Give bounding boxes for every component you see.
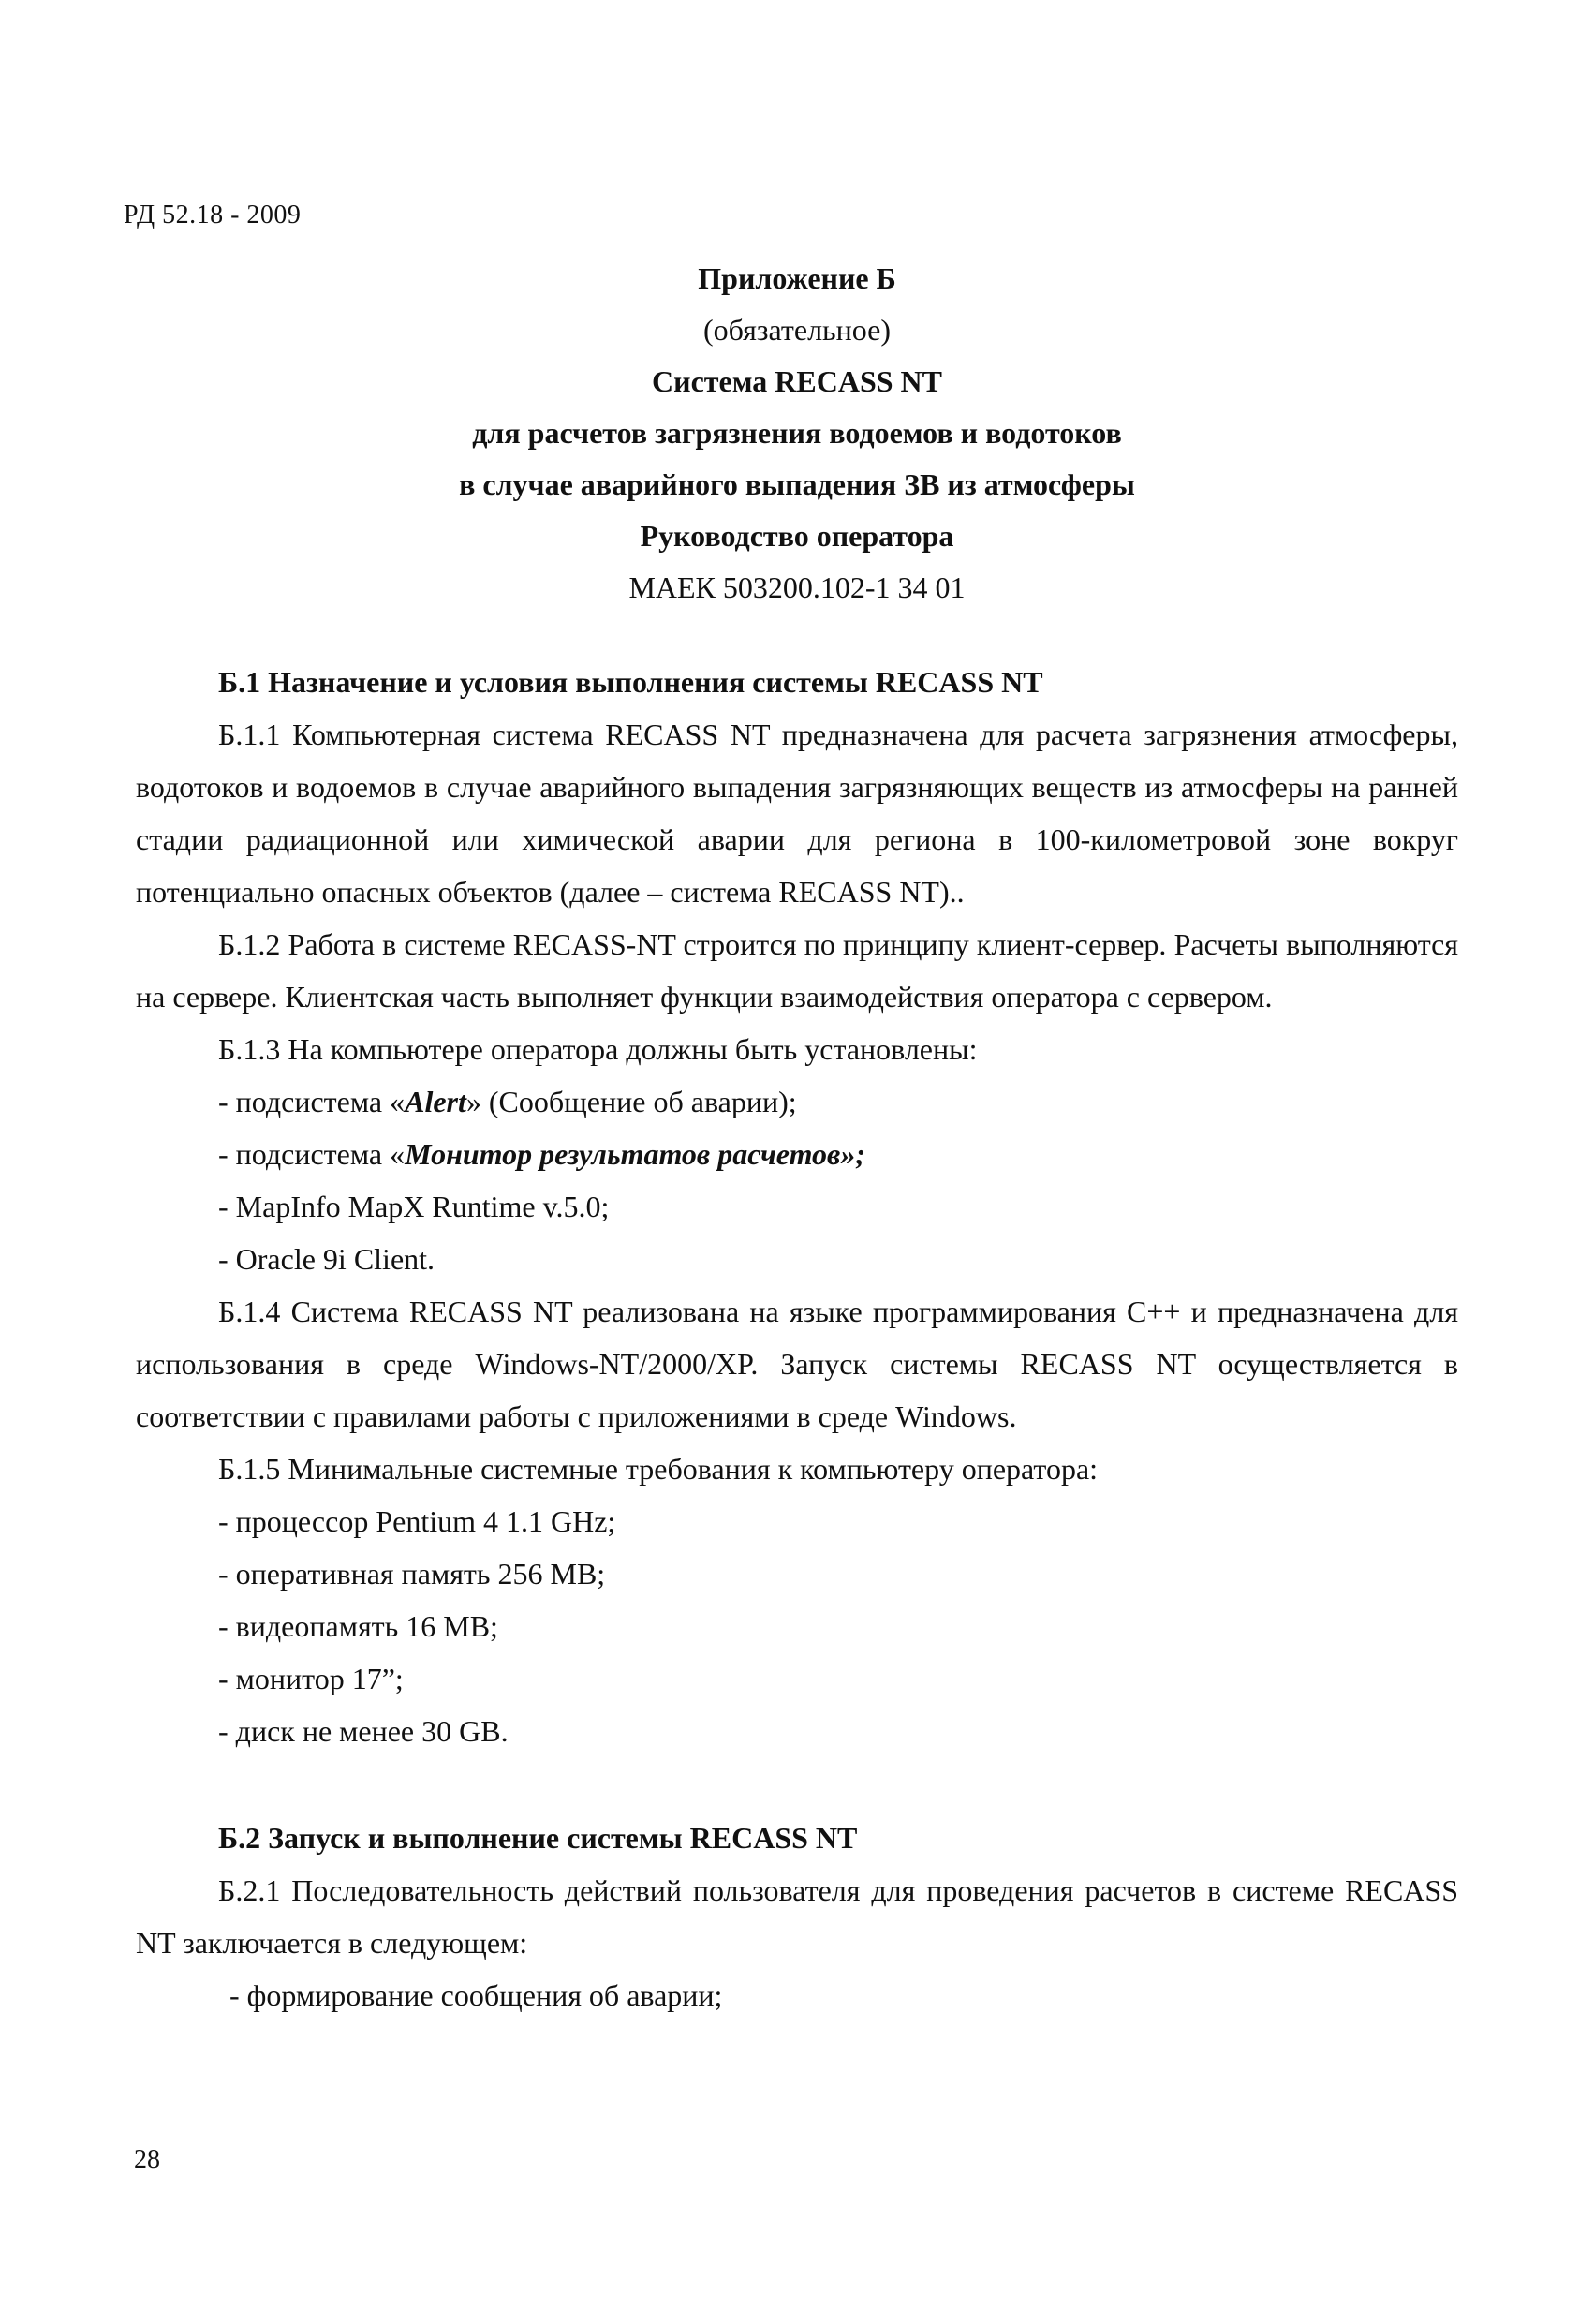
section-1-heading: Б.1 Назначение и условия выполнения системы RECASS NT [218, 665, 1043, 699]
list-item-processor: - процессор Pentium 4 1.1 GHz; [218, 1504, 616, 1538]
list-item-oracle: - Oracle 9i Client. [218, 1242, 435, 1276]
list-item-disk: - диск не менее 30 GB. [218, 1714, 509, 1748]
paragraph-b-1-4: Б.1.4 Система RECASS NT реализована на языке программирования С++ и предназначена для использования в среде Windows-NT/2000/XP. Запуск системы RECASS NT осуществляется в соответствии с правилами работы с приложениями в среде Windows. [136, 1295, 1458, 1433]
list-item-alert-name: Alert [405, 1085, 466, 1118]
list-item-monitor [136, 1128, 1458, 1180]
paragraph-b-1-5: Б.1.5 Минимальные системные требования к компьютеру оператора: [218, 1452, 1099, 1486]
paragraph-b-1-3: Б.1.3 На компьютере оператора должны быть установлены: [218, 1032, 978, 1066]
list-item-mapinfo: - MapInfo MapX Runtime v.5.0; [218, 1190, 610, 1223]
paragraph-b-2-1: Б.2.1 Последовательность действий пользователя для проведения расчетов в системе RECASS NT заключается в следующем: [136, 1873, 1458, 1960]
list-item-monitor-prefix: - подсистема « [218, 1137, 406, 1171]
doc-code: МАЕК 503200.102-1 34 01 [628, 570, 966, 604]
list-item-ram: - оперативная память 256 MB; [218, 1557, 606, 1591]
section-gap [136, 1757, 1458, 1812]
section-2-heading: Б.2 Запуск и выполнение системы RECASS NT [218, 1821, 858, 1855]
appendix-status: (обязательное) [703, 313, 891, 347]
list-item-alert-suffix: » (Сообщение об аварии); [465, 1085, 797, 1118]
title-block [0, 253, 1594, 614]
page-number: 28 [134, 2145, 160, 2174]
list-item-monitor-suffix: »; [840, 1137, 865, 1171]
document-code-header: РД 52.18 - 2009 [124, 200, 302, 229]
list-item-video: - видеопамять 16 MB; [218, 1609, 498, 1643]
paragraph-b-1-1: Б.1.1 Компьютерная система RECASS NT предназначена для расчета загрязнения атмосферы, водотоков и водоемов в случае аварийного выпадения загрязняющих веществ из атмосферы на ранней стадии радиационной или химической аварии для региона в 100-километровой зоне вокруг потенциально опасных объектов (далее – система RECASS NT).. [136, 718, 1458, 909]
paragraph-b-1-2: Б.1.2 Работа в системе RECASS-NT строится по принципу клиент-сервер. Расчеты выполняются на сервере. Клиентская часть выполняет функции взаимодействия оператора с сервером. [136, 927, 1458, 1014]
list-item-alert-message: - формирование сообщения об аварии; [229, 1978, 723, 2012]
list-item-alert [136, 1075, 1458, 1128]
list-item-monitor-size: - монитор 17”; [218, 1662, 404, 1695]
main-content [136, 656, 1458, 2021]
list-item-monitor-name: Монитор результатов расчетов [405, 1137, 841, 1171]
purpose-line-2: в случае аварийного выпадения ЗВ из атмосферы [459, 467, 1135, 501]
purpose-line-1: для расчетов загрязнения водоемов и водотоков [472, 416, 1122, 450]
system-title: Система RECASS NT [652, 364, 942, 398]
manual-title: Руководство оператора [640, 519, 954, 553]
appendix-title: Приложение Б [698, 261, 896, 295]
list-item-alert-prefix: - подсистема « [218, 1085, 406, 1118]
